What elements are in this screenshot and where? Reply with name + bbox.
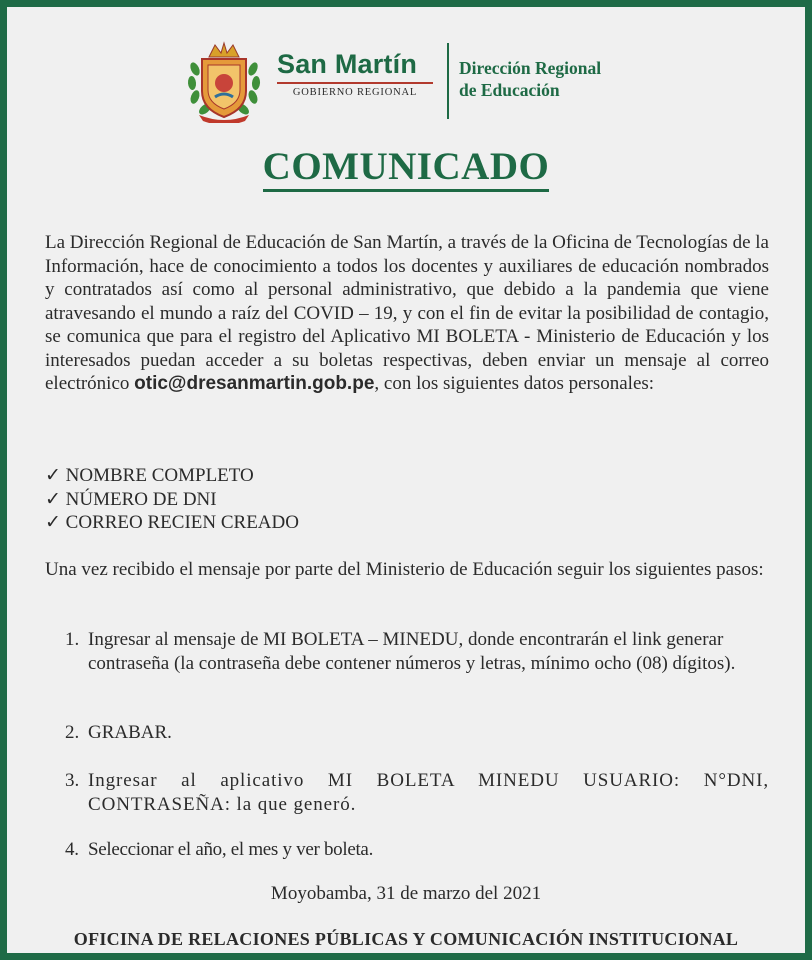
step-1: [65, 628, 769, 675]
step-text: Seleccionar el año, el mes y ver boleta.: [88, 839, 374, 860]
step-number: 4.: [65, 839, 79, 860]
dre-name: [459, 57, 601, 101]
list-item: ✓ CORREO RECIEN CREADO: [45, 512, 299, 533]
announcement-sheet: [7, 7, 805, 953]
email-link[interactable]: otic@dresanmartin.gob.pe: [134, 373, 375, 394]
step-number: 2.: [65, 722, 80, 743]
intro-text-end: , con los siguientes datos personales:: [374, 373, 655, 394]
footer-office: OFICINA DE RELACIONES PÚBLICAS Y COMUNICACIÓN INSTITUCIONAL: [73, 929, 739, 949]
header-divider: [447, 43, 449, 119]
dre-name-line-2: de Educación: [459, 80, 560, 100]
step-4: [65, 838, 769, 862]
step-3: [65, 769, 769, 816]
brand-block: [277, 49, 433, 98]
page-title-wrap: [7, 147, 805, 192]
step-number: 1.: [65, 629, 80, 650]
step-text: Ingresar al aplicativo MI BOLETA MINEDU USUARIO: N°DNI, CONTRASEÑA: la que generó.: [88, 770, 769, 815]
step-text: GRABAR.: [88, 722, 172, 743]
required-data-list: [45, 464, 299, 535]
steps-intro-paragraph: Una vez recibido el mensaje por parte del Ministerio de Educación seguir los siguientes pasos:: [45, 559, 764, 580]
list-item: ✓ NOMBRE COMPLETO: [45, 465, 254, 486]
step-text: Ingresar al mensaje de MI BOLETA – MINEDU, donde encontrarán el link generar contraseña (la contraseña debe contener números y letras, mínimo ocho (08) dígitos).: [88, 629, 736, 674]
place-date: Moyobamba, 31 de marzo del 2021: [270, 883, 542, 904]
page-title: COMUNICADO: [263, 147, 550, 192]
brand-name: San Martín: [277, 49, 418, 79]
header: [185, 39, 655, 123]
brand-rule: [277, 82, 433, 84]
coat-of-arms-logo: [185, 39, 263, 123]
intro-text: La Dirección Regional de Educación de San Martín, a través de la Oficina de Tecnologías de la Información, hace de conocimiento a todos los docentes y auxiliares de educación nombrados y contratados así como al personal administrativo, que debido a la pandemia que viene atravesando el mundo a raíz del COVID – 19, y con el fin de evitar la posibilidad de contagio, se comunica que para el registro del Aplicativo MI BOLETA - Ministerio de Educación y los interesados puedan acceder a su boletas respectivas, deben enviar un mensaje al correo electrónico: [45, 232, 769, 394]
intro-paragraph: [45, 231, 769, 396]
list-item: ✓ NÚMERO DE DNI: [45, 488, 217, 510]
step-number: 3.: [65, 770, 80, 791]
dre-name-line-1: Dirección Regional: [459, 58, 602, 78]
brand-subtitle: GOBIERNO REGIONAL: [292, 87, 418, 98]
step-2: [65, 721, 769, 745]
